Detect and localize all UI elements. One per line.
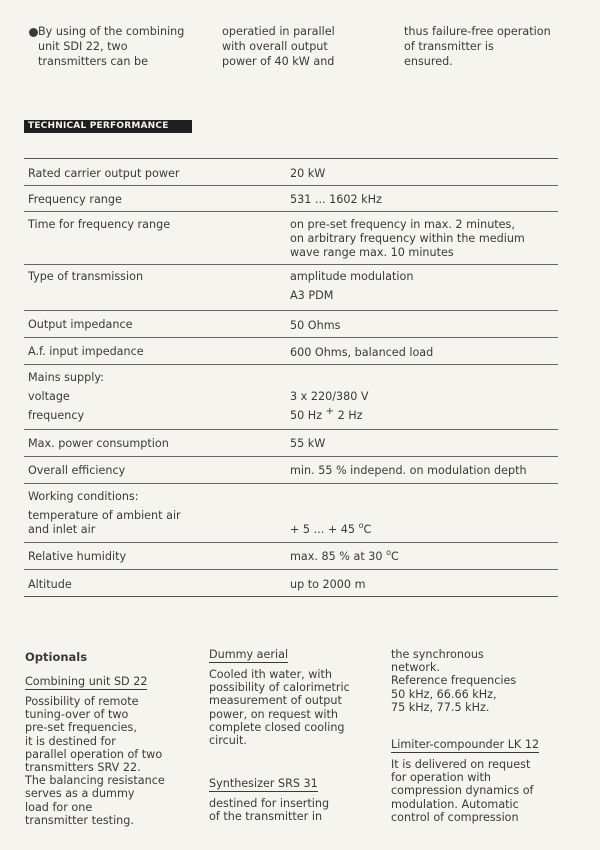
intro-column-3: thus failure-free operation of transmitter is ensured. [404, 25, 551, 68]
table-row-working-conditions: Working conditions: temperature of ambient air and inlet air + 5 ... + 45 $^o$C [24, 484, 558, 543]
limiter-compounder-heading: Limiter-compounder LK 12 [391, 738, 540, 751]
network-text: the synchronous network. Reference frequencies 50 kHz, 66.66 kHz, 75 kHz, 77.5 kHz. [391, 648, 517, 714]
table-row-time-frequency: Time for frequency range on pre-set frequency in max. 2 minutes, on arbitrary frequency within the medium wave range max. 10 minutes [24, 212, 558, 265]
table-row-mains-supply: Mains supply: voltage 3 x 220/380 V frequency 50 Hz + 2 Hz [24, 365, 558, 430]
table-row-rated-power: Rated carrier output power 20 kW [24, 159, 558, 186]
intro-column-2: operatied in parallel with overall output power of 40 kW and [222, 25, 335, 68]
dummy-aerial-heading: Dummy aerial [209, 648, 289, 661]
table-row-max-power: Max. power consumption 55 kW [24, 430, 558, 457]
table-row-output-impedance: Output impedance 50 Ohms [24, 311, 558, 338]
combining-unit-heading: Combining unit SD 22 [25, 675, 148, 688]
optionals-title: Optionals [25, 650, 88, 664]
table-row-humidity: Relative humidity max. 85 % at 30 $^o$C [24, 543, 558, 570]
combining-unit-text: Possibility of remote tuning-over of two pre-set frequencies, it is destined for parallel operation of two transmitters SRV 22. The balancing resistance serves as a dummy load for one transmitter testing. [25, 695, 165, 827]
bullet-dot-icon [29, 28, 38, 37]
table-row-altitude: Altitude up to 2000 m [28, 578, 366, 591]
technical-data-table [24, 158, 558, 597]
table-row-efficiency: Overall efficiency min. 55 % independ. on modulation depth [24, 457, 558, 484]
section-title: TECHNICAL PERFORMANCE DATA [24, 120, 192, 133]
intro-column-1: By using of the combining unit SDI 22, two transmitters can be [38, 25, 185, 68]
synthesizer-heading: Synthesizer SRS 31 [209, 777, 318, 790]
temperature-value: + 5 ... + 45 $^o$C [290, 521, 372, 536]
mains-frequency-value: 50 Hz + 2 Hz [290, 406, 363, 422]
dummy-aerial-text: Cooled ith water, with possibility of calorimetric measurement of output power, on request with complete closed cooling circuit. [209, 668, 350, 748]
synthesizer-text: destined for inserting of the transmitter in [209, 797, 330, 824]
limiter-compounder-text: It is delivered on request for operation with compression dynamics of modulation. Automatic control of compression [391, 758, 534, 824]
table-row-transmission: Type of transmission amplitude modulation A3 PDM [24, 265, 558, 311]
table-row-frequency-range: Frequency range 531 ... 1602 kHz [24, 186, 558, 212]
table-row-af-impedance: A.f. input impedance 600 Ohms, balanced load [24, 338, 558, 365]
humidity-value: max. 85 % at 30 $^o$C [290, 548, 399, 563]
